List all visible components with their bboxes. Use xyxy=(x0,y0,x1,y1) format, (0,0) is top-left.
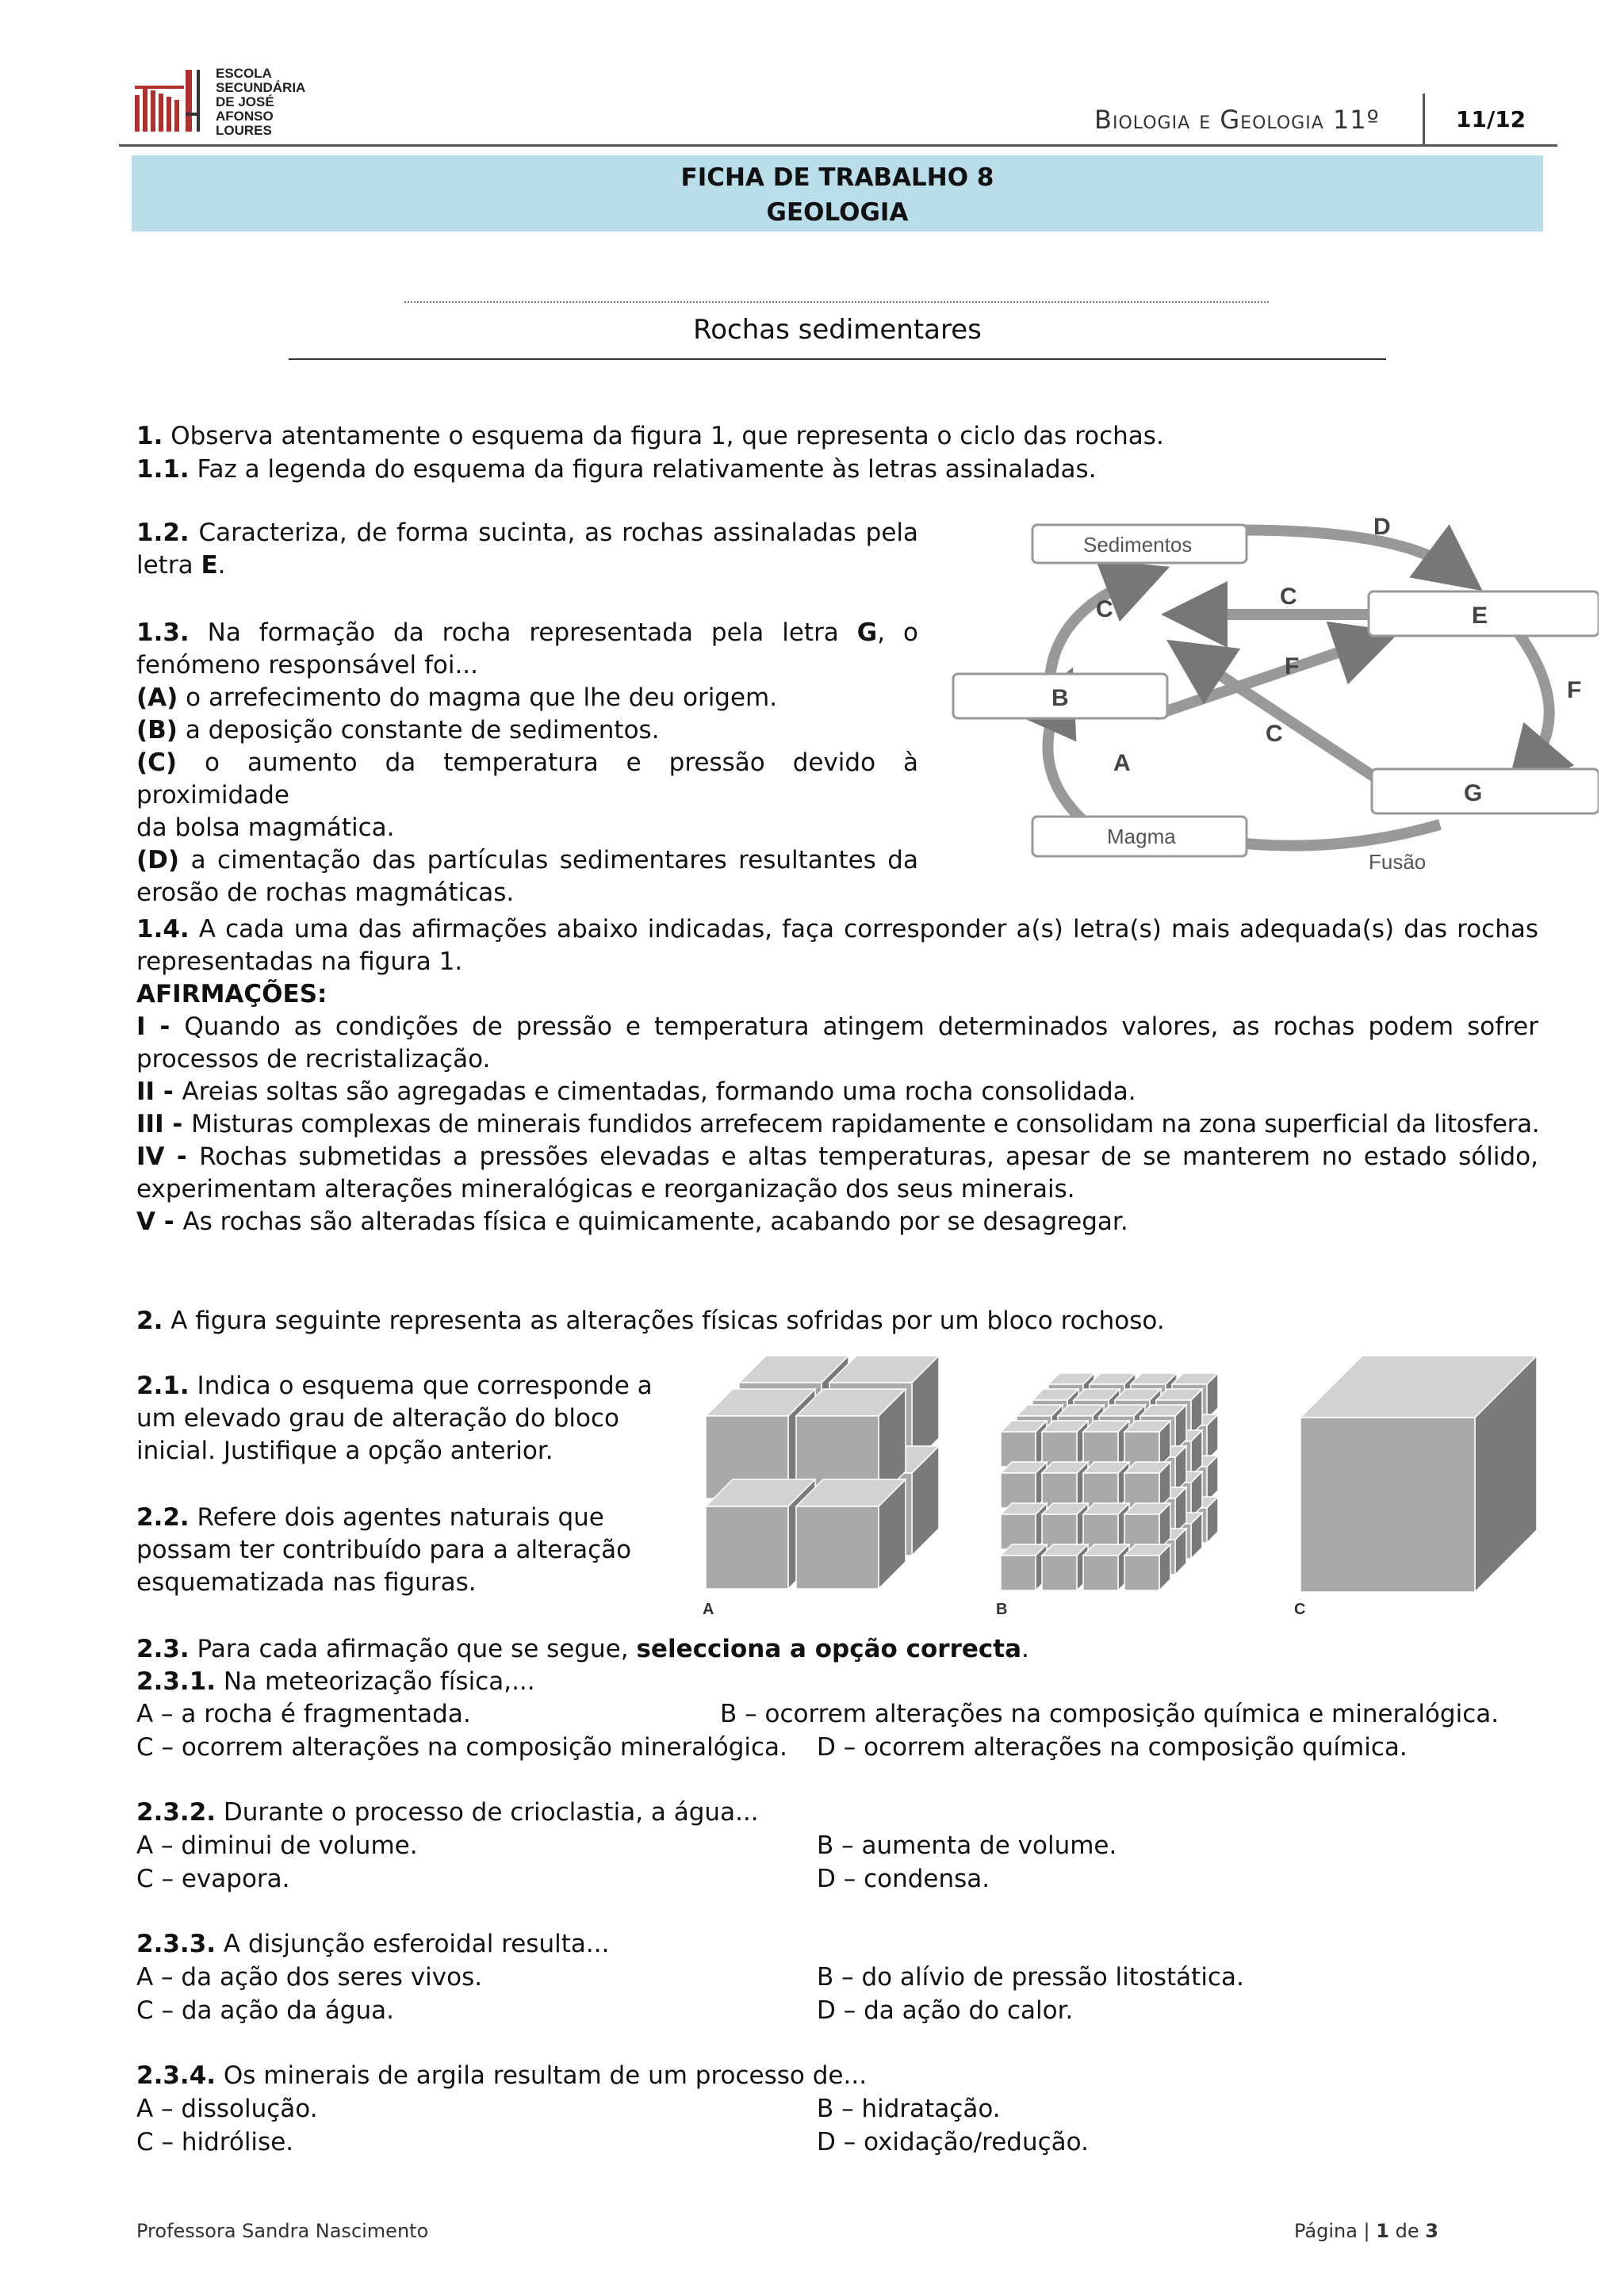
q233-c: C – da ação da água. xyxy=(136,1996,394,2025)
q233-d: D – da ação do calor. xyxy=(817,1996,1074,2025)
q2-intro: 2. A figura seguinte representa as alterações físicas sofridas por um bloco rochoso. xyxy=(136,1307,1165,1335)
q232-b: B – aumenta de volume. xyxy=(817,1831,1117,1860)
statement-ii: II - Areias soltas são agregadas e cimentadas, formando uma rocha consolidada. xyxy=(136,1077,1136,1106)
school-name-4: LOURES xyxy=(216,123,272,138)
q234-b: B – hidratação. xyxy=(817,2095,1001,2123)
q1-3: 1.3. Na formação da rocha representada pela letra G, o fenómeno responsável foi... (A) o arrefecimento do magma que lhe deu origem. (B) a deposição constante de sedimentos. (C) o aumento da temperatura e pressão devido à proximidade da bolsa magmática. (D) a cimentação das partículas sedimentares resultantes da erosão de rochas magmáticas. xyxy=(136,618,918,907)
q2-3-3: 2.3.3. A disjunção esferoidal resulta... xyxy=(136,1930,610,1958)
title-banner xyxy=(132,155,1543,232)
cube-b xyxy=(1001,1556,1036,1590)
q231-a: A – a rocha é fragmentada. xyxy=(136,1700,471,1728)
arrow-f-right xyxy=(1519,634,1549,769)
letter-a: A xyxy=(1113,750,1131,776)
fig-label-a: A xyxy=(703,1601,714,1618)
school-year: 11/12 xyxy=(1456,106,1526,132)
letter-f2: F xyxy=(1567,677,1582,703)
banner-title: FICHA DE TRABALHO 8 xyxy=(680,163,994,192)
cube-b xyxy=(1124,1556,1159,1590)
letter-g: G xyxy=(1464,780,1483,806)
blocks-figure xyxy=(698,1345,1546,1622)
q2-3-4: 2.3.4. Os minerais de argila resultam de um processo de... xyxy=(136,2061,868,2090)
letter-f1: F xyxy=(1285,653,1300,679)
footer-author: Professora Sandra Nascimento xyxy=(136,2220,429,2242)
dotted-rule xyxy=(404,301,1269,303)
q232-a: A – diminui de volume. xyxy=(136,1831,418,1860)
cube-b xyxy=(1083,1556,1118,1590)
letter-c1: C xyxy=(1280,584,1297,610)
cube-a xyxy=(796,1506,879,1589)
header-divider xyxy=(119,144,1557,147)
cube-b xyxy=(1042,1556,1077,1590)
q2-2: 2.2. Refere dois agentes naturais que possam ter contribuído para a alteração esquematizada nas figuras. xyxy=(136,1503,632,1597)
label-fusao: Fusão xyxy=(1369,850,1427,874)
cube-a xyxy=(706,1506,788,1589)
q231-b: B – ocorrem alterações na composição química e mineralógica. xyxy=(720,1700,1500,1728)
school-name-3: DE JOSÉ AFONSO xyxy=(216,94,274,124)
letter-e: E xyxy=(1472,603,1488,629)
section-rule xyxy=(289,358,1386,360)
q234-d: D – oxidação/redução. xyxy=(817,2128,1089,2156)
fig-label-b: B xyxy=(996,1601,1008,1618)
footer-page: Página | 1 de 3 xyxy=(1294,2220,1438,2242)
q1-intro: 1. Observa atentamente o esquema da figura 1, que representa o ciclo das rochas. xyxy=(136,422,1164,450)
statement-iii: III - Misturas complexas de minerais fundidos arrefecem rapidamente e consolidam na zona superficial da litosfera. xyxy=(136,1110,1540,1138)
section-title: Rochas sedimentares xyxy=(693,314,982,346)
q1-3-option-c: (C) o aumento da temperatura e pressão devido à proximidade xyxy=(136,748,918,809)
q232-c: C – evapora. xyxy=(136,1865,290,1893)
fig-label-c: C xyxy=(1294,1601,1306,1618)
q1-3-option-d: (D) a cimentação das partículas sedimentares resultantes da xyxy=(136,846,918,874)
block-c xyxy=(1300,1356,1537,1592)
school-name-2: SECUNDÁRIA xyxy=(216,80,306,95)
q2-3: 2.3. Para cada afirmação que se segue, selecciona a opção correcta. 2.3.1. Na meteorização física,... xyxy=(136,1635,1029,1696)
q234-c: C – hidrólise. xyxy=(136,2128,294,2156)
q1-2: 1.2. Caracteriza, de forma sucinta, as rochas assinaladas pela letra E. xyxy=(136,519,918,580)
q1-3-option-b: (B) a deposição constante de sedimentos. xyxy=(136,716,660,744)
block-a xyxy=(706,1356,939,1589)
q232-d: D – condensa. xyxy=(817,1865,990,1893)
q234-a: A – dissolução. xyxy=(136,2095,318,2123)
cube-c xyxy=(1300,1418,1475,1592)
arrow-fusao xyxy=(1218,825,1440,846)
block-b xyxy=(1001,1373,1218,1590)
statement-i: I - Quando as condições de pressão e temperatura atingem determinados valores, as rochas podem sofrer xyxy=(136,1012,1538,1041)
letter-c3: C xyxy=(1266,721,1283,747)
q2-1: 2.1. Indica o esquema que corresponde a um elevado grau de alteração do bloco inicial. Justifique a opção anterior. xyxy=(136,1372,653,1465)
school-name-1: ESCOLA xyxy=(216,66,272,81)
rock-cycle-figure xyxy=(948,507,1599,880)
q1-4: 1.4. A cada uma das afirmações abaixo indicadas, faça corresponder a(s) letra(s) mais adequada(s) das rochas representadas na figura 1. AFIRMAÇÕES: I - Quando as condições de pressão e temperatura atingem determinados valores, as rochas podem sofrer processos de recristalização. II - Areias soltas são agregadas e cimentadas, formando uma rocha consolidada. III - Misturas complexas de minerais fundidos arrefecem rapidamente e consolidam na zona superficial da litosfera. IV - Rochas submetidas a pressões elevadas e altas temperaturas, apesar de se manterem no estado sólido, experimentam alterações mineralógicas e reorganização dos seus minerais. V - As rochas são alteradas física e quimicamente, acabando por se desagregar. xyxy=(136,913,1538,1238)
q231-d: D – ocorrem alterações na composição química. xyxy=(817,1733,1408,1762)
subject-title: Biologia e Geologia 11º xyxy=(1094,105,1380,135)
banner-subtitle: GEOLOGIA xyxy=(766,198,909,227)
q1-3-option-a: (A) o arrefecimento do magma que lhe deu origem. xyxy=(136,683,778,712)
q233-b: B – do alívio de pressão litostática. xyxy=(817,1963,1244,1992)
statement-iv: IV - Rochas submetidas a pressões elevadas e altas temperaturas, apesar de se manterem no estado sólido, xyxy=(136,1142,1538,1171)
q1-1: 1.1. Faz a legenda do esquema da figura relativamente às letras assinaladas. xyxy=(136,455,1097,484)
statement-v: V - As rochas são alteradas física e quimicamente, acabando por se desagregar. xyxy=(136,1207,1128,1236)
q233-a: A – da ação dos seres vivos. xyxy=(136,1963,483,1992)
letter-d: D xyxy=(1373,514,1391,540)
school-logo xyxy=(133,63,324,136)
header-divider-vertical xyxy=(1423,94,1425,146)
letter-c2: C xyxy=(1096,596,1113,622)
q231-c: C – ocorrem alterações na composição mineralógica. xyxy=(136,1733,787,1762)
label-magma: Magma xyxy=(1107,825,1176,848)
letter-b: B xyxy=(1051,685,1069,711)
q2-3-2: 2.3.2. Durante o processo de crioclastia, a água... xyxy=(136,1798,759,1827)
label-sedimentos: Sedimentos xyxy=(1083,533,1193,557)
